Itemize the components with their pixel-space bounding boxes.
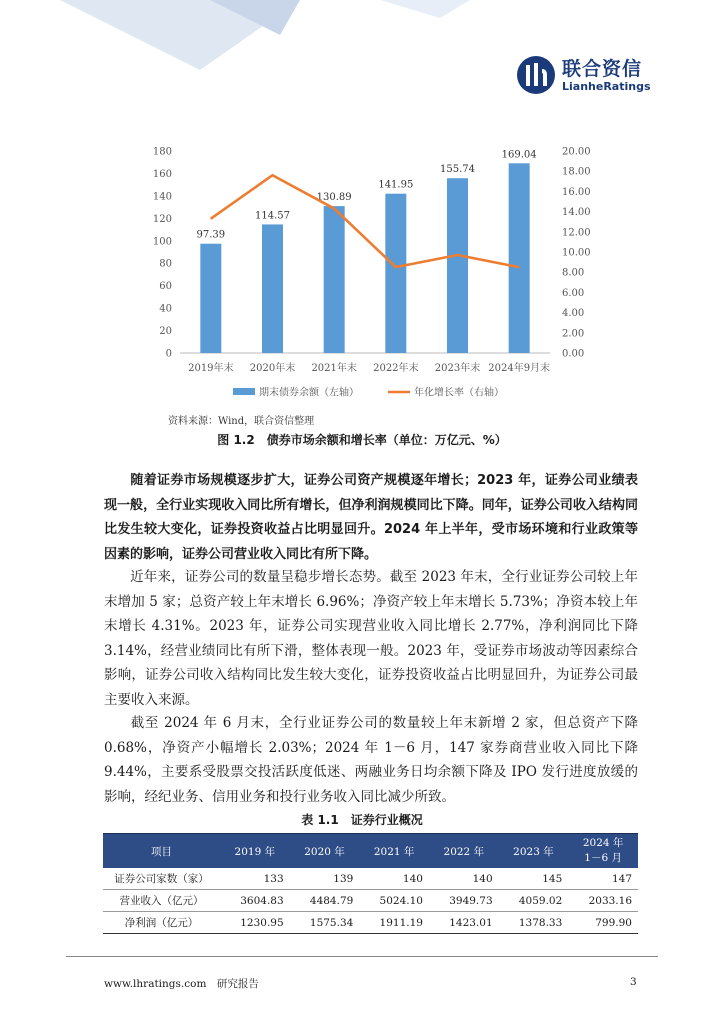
x-axis-tick-label: 2019年末 xyxy=(188,363,234,374)
bar xyxy=(324,206,345,353)
table-cell: 133 xyxy=(220,868,290,890)
growth-rate-point xyxy=(395,267,396,268)
bar-data-label: 155.74 xyxy=(440,164,475,176)
growth-rate-point xyxy=(457,255,458,256)
table-cell: 5024.10 xyxy=(359,890,429,912)
table-header-2020: 2020 年 xyxy=(290,834,360,869)
right-axis-tick-label: 4.00 xyxy=(562,308,585,320)
table-header-2021: 2021 年 xyxy=(359,834,429,869)
table-cell: 147 xyxy=(568,868,638,890)
x-axis-tick-label: 2021年末 xyxy=(311,363,357,374)
table-cell: 1378.33 xyxy=(499,912,569,934)
table-header-row xyxy=(103,834,638,869)
body-paragraph-3: 截至 2024 年 6 月末，全行业证券公司的数量较上年末新增 2 家，但总资产下降 0.68%，净资产小幅增长 2.03%；2024 年 1－6 月，147 家券商营业收入同比下降 9.44%，主要系受股票交投活跃度低迷、两融业务日均余额下降及 IPO 发行进度放缓的影响，经纪业务、信用业务和投行业务收入同比减少所致。 xyxy=(104,715,638,805)
growth-rate-point xyxy=(272,175,273,176)
table-header-2019: 2019 年 xyxy=(220,834,290,869)
left-axis-tick-label: 160 xyxy=(152,168,172,180)
left-axis-tick-label: 20 xyxy=(159,326,172,338)
table-cell: 2033.16 xyxy=(568,890,638,912)
summary-paragraph: 随着证券市场规模逐步扩大，证券公司资产规模逐年增长；2023 年，证券公司业绩表现一般，全行业实现收入同比所有增长，但净利润规模同比下降。同年，证券公司收入结构同比发生较大变化，证券投资收益占比明显回升。2024 年上半年，受市场环境和行业政策等因素的影响，证券公司营业收入同比有所下降。 xyxy=(104,473,638,562)
left-axis-tick-label: 60 xyxy=(159,281,172,293)
table-cell: 1911.19 xyxy=(359,912,429,934)
left-axis-tick-label: 180 xyxy=(152,146,172,158)
left-axis-tick-label: 0 xyxy=(165,348,172,360)
growth-rate-point xyxy=(210,218,211,219)
legend-bar-swatch xyxy=(233,388,255,395)
bar-data-label: 141.95 xyxy=(378,179,414,191)
page-number: 3 xyxy=(630,976,637,988)
right-axis-tick-label: 12.00 xyxy=(562,227,591,239)
bar-data-label: 114.57 xyxy=(255,210,290,222)
table-cell: 1575.34 xyxy=(290,912,360,934)
table-cell: 3604.83 xyxy=(220,890,290,912)
table-cell: 140 xyxy=(429,868,499,890)
table-row xyxy=(103,868,638,890)
securities-industry-table xyxy=(103,833,638,934)
left-axis-tick-label: 80 xyxy=(159,258,172,270)
growth-rate-point xyxy=(334,208,335,209)
table-cell: 799.90 xyxy=(568,912,638,934)
left-axis-tick-label: 100 xyxy=(152,236,172,248)
table-cell: 3949.73 xyxy=(429,890,499,912)
table-cell: 140 xyxy=(359,868,429,890)
brand-logo xyxy=(516,54,651,96)
right-axis-tick-label: 8.00 xyxy=(562,267,585,279)
table-header-2023: 2023 年 xyxy=(499,834,569,869)
bar xyxy=(385,194,406,353)
bar xyxy=(447,178,468,353)
row-label: 净利润（亿元） xyxy=(103,912,220,934)
table-header-item: 项目 xyxy=(103,834,220,869)
x-axis-tick-label: 2020年末 xyxy=(249,363,296,374)
right-axis-tick-label: 0.00 xyxy=(562,348,585,360)
x-axis-tick-label: 2023年末 xyxy=(434,363,481,374)
legend-line-label: 年化增长率（右轴） xyxy=(414,387,504,399)
body-paragraph-2: 近年来，证券公司的数量呈稳步增长态势。截至 2023 年末，全行业证券公司较上年末增加 5 家；总资产较上年末增长 6.96%；净资产较上年末增长 5.73%；净资本较上年末增长 4.31%。2023 年，证券公司实现营业收入同比增长 2.77%，净利润同比下降 3.14%，经营业绩同比有所下滑，整体表现一般。2023 年，受证券市场波动等因素综合影响，证券公司收入结构同比发生较大变化，证券投资收益占比明显回升，为证券公司最主要收入来源。 xyxy=(104,569,638,708)
table-cell: 4059.02 xyxy=(499,890,569,912)
right-axis-tick-label: 20.00 xyxy=(562,146,591,158)
left-axis-tick-label: 140 xyxy=(152,191,172,203)
table-cell: 4484.79 xyxy=(290,890,360,912)
figure-caption: 图 1.2 债券市场余额和增长率（单位：万亿元、%） xyxy=(217,433,507,447)
left-axis-tick-label: 120 xyxy=(152,213,172,225)
right-axis-tick-label: 10.00 xyxy=(562,247,591,259)
table-cell: 139 xyxy=(290,868,360,890)
table-row xyxy=(103,890,638,912)
row-label: 营业收入（亿元） xyxy=(103,890,220,912)
bar-data-label: 97.39 xyxy=(196,229,226,241)
x-axis-tick-label: 2022年末 xyxy=(373,363,419,374)
footer-divider xyxy=(66,956,658,957)
table-row xyxy=(103,912,638,934)
table-cell: 145 xyxy=(499,868,569,890)
figure-source: 资料来源：Wind，联合资信整理 xyxy=(168,416,315,427)
table-header-2022: 2022 年 xyxy=(429,834,499,869)
bar xyxy=(262,224,283,353)
table-header-2024h1: 2024 年 1－6 月 xyxy=(568,834,638,869)
row-label: 证券公司家数（家） xyxy=(103,868,220,890)
table-caption: 表 1.1 证券行业概况 xyxy=(301,813,423,827)
bar xyxy=(509,163,530,353)
brand-name-cn: 联合资信 xyxy=(562,57,643,80)
right-axis-tick-label: 18.00 xyxy=(562,166,591,178)
right-axis-tick-label: 16.00 xyxy=(562,186,591,198)
right-axis-tick-label: 6.00 xyxy=(562,287,585,299)
footer-site: www.lhratings.com 研究报告 xyxy=(104,978,259,990)
bond-market-chart xyxy=(0,130,724,410)
left-axis-tick-label: 40 xyxy=(159,303,172,315)
right-axis-tick-label: 2.00 xyxy=(562,328,585,340)
lianhe-logo-icon xyxy=(516,55,556,95)
legend-bar-label: 期末债券余额（左轴） xyxy=(259,387,359,399)
table-cell: 1423.01 xyxy=(429,912,499,934)
table-cell: 1230.95 xyxy=(220,912,290,934)
bar xyxy=(200,244,221,353)
right-axis-tick-label: 14.00 xyxy=(562,207,591,219)
growth-rate-point xyxy=(519,267,520,268)
x-axis-tick-label: 2024年9月末 xyxy=(488,363,551,374)
brand-name-en: LianheRatings xyxy=(562,79,651,93)
bar-data-label: 169.04 xyxy=(501,149,537,161)
bar-data-label: 130.89 xyxy=(316,192,352,204)
